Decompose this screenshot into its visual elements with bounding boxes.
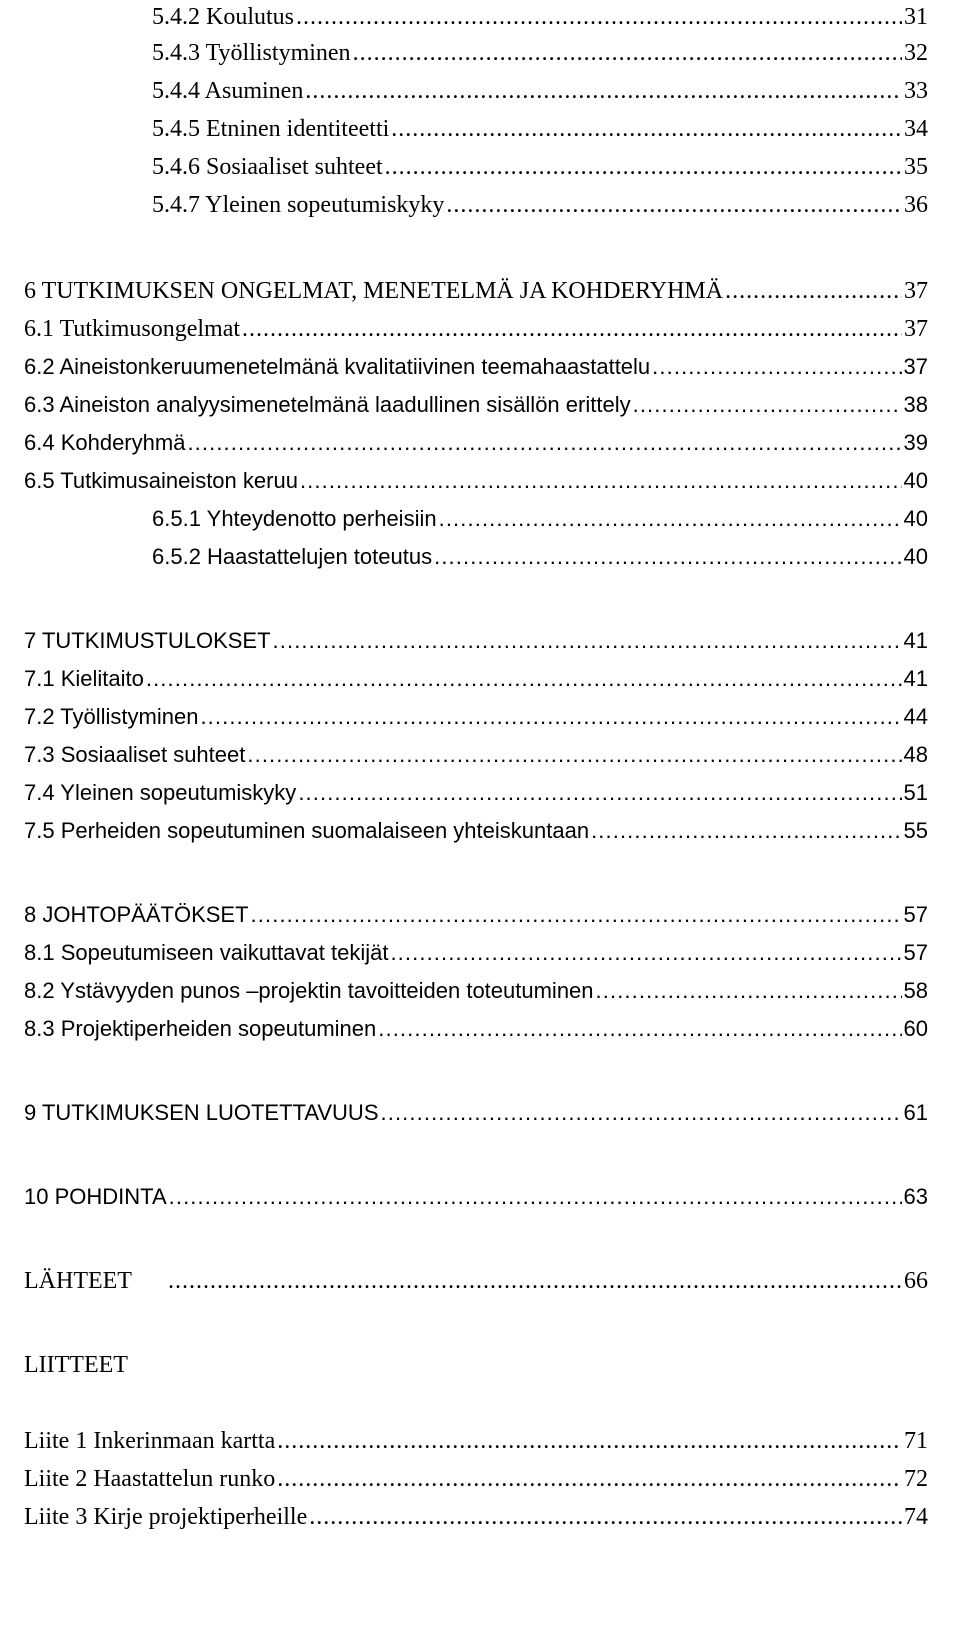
toc-entry <box>24 1420 928 1456</box>
toc-label: 8.3 Projektiperheiden sopeutuminen <box>24 1016 377 1041</box>
toc-page: 63 <box>903 1184 928 1209</box>
toc-entry <box>24 734 928 770</box>
toc-label: 6.5.2 Haastattelujen toteutus <box>152 544 433 569</box>
toc-leader <box>273 626 902 656</box>
toc-entry <box>24 1496 928 1532</box>
liitteet-heading: LIITTEET <box>24 1352 128 1378</box>
toc-leader <box>591 816 901 846</box>
toc-label: 5.4.4 Asuminen <box>152 78 304 104</box>
toc-page: 40 <box>903 506 928 531</box>
toc-entry <box>152 536 928 572</box>
toc-entry <box>152 32 928 68</box>
toc-label: 7.1 Kielitaito <box>24 666 144 691</box>
toc-leader <box>168 1266 902 1296</box>
toc-leader <box>353 38 902 68</box>
toc-page: 40 <box>903 468 928 493</box>
toc-entry <box>24 932 928 968</box>
toc-entry <box>24 696 928 732</box>
toc-page: 51 <box>903 780 928 805</box>
toc-label: 6 TUTKIMUKSEN ONGELMAT, MENETELMÄ JA KOHDERYHMÄ <box>24 278 724 304</box>
toc-label: 8.1 Sopeutumiseen vaikuttavat tekijät <box>24 940 389 965</box>
toc-label: 6.3 Aineiston analyysimenetelmänä laadullinen sisällön erittely <box>24 392 631 417</box>
toc-label: 6.1 Tutkimusongelmat <box>24 316 241 342</box>
toc-leader <box>247 740 901 770</box>
toc-entry <box>24 1092 928 1128</box>
toc-leader <box>446 190 902 220</box>
toc-page: 31 <box>904 4 928 30</box>
toc-leader <box>277 1426 902 1456</box>
toc-label: 8 JOHTOPÄÄTÖKSET <box>24 902 249 927</box>
toc-page: 33 <box>904 78 928 104</box>
toc-entry <box>152 184 928 220</box>
toc-leader <box>434 542 901 572</box>
toc-label: 6.5 Tutkimusaineiston keruu <box>24 468 298 493</box>
toc-page: 58 <box>903 978 928 1003</box>
toc-label: 7.3 Sosiaaliset suhteet <box>24 742 246 767</box>
toc-label: 8.2 Ystävyyden punos –projektin tavoitteiden toteutuminen <box>24 978 594 1003</box>
toc-leader <box>596 976 902 1006</box>
toc-leader <box>187 428 901 458</box>
toc-page: 61 <box>903 1100 928 1125</box>
toc-label: 6.2 Aineistonkeruumenetelmänä kvalitatiivinen teemahaastattelu <box>24 354 651 379</box>
toc-entry <box>24 1260 928 1296</box>
toc-leader <box>298 778 901 808</box>
toc-leader <box>277 1464 902 1494</box>
toc-entry <box>24 1458 928 1494</box>
toc-entry <box>24 460 928 496</box>
toc-page: 71 <box>904 1428 928 1454</box>
toc-entry <box>24 384 928 420</box>
toc-label: Liite 3 Kirje projektiperheille <box>24 1504 308 1530</box>
toc-entry <box>152 0 928 32</box>
toc-label: 5.4.2 Koulutus <box>152 4 295 30</box>
toc-leader <box>296 2 902 32</box>
toc-entry <box>24 270 928 306</box>
toc-leader <box>633 390 902 420</box>
toc-label: 7.2 Työllistyminen <box>24 704 199 729</box>
toc-entry <box>152 498 928 534</box>
toc-entry <box>24 346 928 382</box>
toc-entry <box>24 620 928 656</box>
toc-page: 41 <box>903 666 928 691</box>
toc-page: 40 <box>903 544 928 569</box>
toc-label: Liite 1 Inkerinmaan kartta <box>24 1428 276 1454</box>
toc-page: 66 <box>904 1268 928 1294</box>
toc-entry <box>24 422 928 458</box>
toc-page: 32 <box>904 40 928 66</box>
toc-label: 10 POHDINTA <box>24 1184 167 1209</box>
toc-leader <box>300 466 902 496</box>
toc-leader <box>309 1502 902 1532</box>
toc-entry <box>24 308 928 344</box>
toc-page: 72 <box>904 1466 928 1492</box>
toc-leader <box>378 1014 901 1044</box>
toc-page: 37 <box>904 316 928 342</box>
toc-label: 5.4.3 Työllistyminen <box>152 40 351 66</box>
toc-entry <box>152 70 928 106</box>
toc-label: 9 TUTKIMUKSEN LUOTETTAVUUS <box>24 1100 379 1125</box>
toc-label: 7.4 Yleinen sopeutumiskyky <box>24 780 297 805</box>
toc-leader <box>146 664 902 694</box>
toc-label: 7.5 Perheiden sopeutuminen suomalaiseen yhteiskuntaan <box>24 818 590 843</box>
toc-leader <box>385 152 902 182</box>
toc-entry <box>24 1008 928 1044</box>
toc-leader <box>725 276 902 306</box>
toc-entry <box>24 772 928 808</box>
toc-entry <box>24 970 928 1006</box>
toc-entry <box>24 894 928 930</box>
toc-page: 48 <box>903 742 928 767</box>
toc-label: 6.4 Kohderyhmä <box>24 430 186 455</box>
toc-leader <box>391 114 902 144</box>
toc-page: 44 <box>903 704 928 729</box>
toc-leader <box>251 900 902 930</box>
toc-page: 34 <box>904 116 928 142</box>
toc-label: Liite 2 Haastattelun runko <box>24 1466 276 1492</box>
toc-page: 37 <box>903 354 928 379</box>
toc-page: 37 <box>904 278 928 304</box>
toc-page: 57 <box>903 902 928 927</box>
toc-page: 35 <box>904 154 928 180</box>
toc-label: 5.4.7 Yleinen sopeutumiskyky <box>152 192 445 218</box>
toc-leader <box>242 314 902 344</box>
toc-label: 7 TUTKIMUSTULOKSET <box>24 628 271 653</box>
toc-leader <box>381 1098 902 1128</box>
toc-label: 5.4.6 Sosiaaliset suhteet <box>152 154 383 180</box>
toc-page: 74 <box>904 1504 928 1530</box>
toc-entry <box>152 146 928 182</box>
toc-entry <box>152 108 928 144</box>
toc-page: 36 <box>904 192 928 218</box>
toc-label: 5.4.5 Etninen identiteetti <box>152 116 390 142</box>
toc-page: 39 <box>903 430 928 455</box>
toc-leader <box>439 504 902 534</box>
toc-label: LÄHTEET <box>24 1268 132 1294</box>
toc-entry <box>24 810 928 846</box>
toc-leader <box>652 352 901 382</box>
toc-leader <box>169 1182 902 1212</box>
toc-entry <box>24 658 928 694</box>
toc-page: 55 <box>903 818 928 843</box>
toc-leader <box>305 76 902 106</box>
toc-leader <box>390 938 901 968</box>
toc-label: 6.5.1 Yhteydenotto perheisiin <box>152 506 437 531</box>
toc-page: 38 <box>903 392 928 417</box>
toc-leader <box>200 702 901 732</box>
toc-page: 57 <box>903 940 928 965</box>
toc-page: 41 <box>903 628 928 653</box>
toc-page: 60 <box>903 1016 928 1041</box>
toc-entry <box>24 1176 928 1212</box>
